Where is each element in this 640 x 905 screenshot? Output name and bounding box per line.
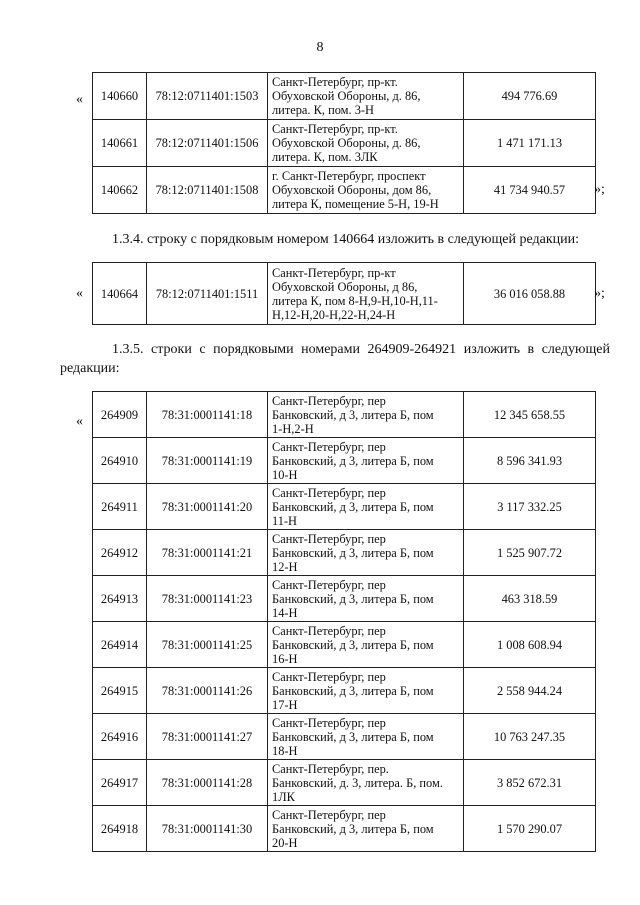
address bbox=[268, 167, 464, 214]
cadastral-value: 494 776.69 bbox=[464, 73, 596, 120]
address-line: Обуховской Обороны, д. 86, bbox=[272, 136, 421, 150]
table-row bbox=[93, 668, 596, 714]
address-line: 1ЛК bbox=[272, 789, 295, 804]
table-row bbox=[93, 167, 596, 214]
cadastral-number: 78:12:0711401:1506 bbox=[147, 120, 268, 167]
cadastral-value: 8 596 341.93 bbox=[464, 438, 596, 484]
cadastral-value: 463 318.59 bbox=[464, 576, 596, 622]
close-quote: »; bbox=[594, 182, 605, 197]
cadastral-value: 41 734 940.57 bbox=[464, 167, 596, 214]
address-line: Банковский, д 3, литера Б, пом bbox=[272, 637, 434, 652]
address-line: 10-Н bbox=[272, 467, 298, 482]
table-row bbox=[93, 806, 596, 852]
row-number: 140662 bbox=[93, 167, 147, 214]
address-line: Банковский, д 3, литера Б, пом bbox=[272, 683, 434, 698]
address bbox=[268, 576, 464, 622]
address bbox=[268, 668, 464, 714]
address-line: Обуховской Обороны, д. 86, bbox=[272, 89, 421, 103]
address bbox=[268, 263, 464, 325]
address bbox=[268, 622, 464, 668]
row-number: 264915 bbox=[93, 668, 147, 714]
table-row bbox=[93, 73, 596, 120]
cadastral-number: 78:31:0001141:30 bbox=[147, 806, 268, 852]
address-line: Санкт-Петербург, пр-кт. bbox=[272, 122, 398, 136]
table-3-body bbox=[93, 392, 596, 852]
row-number: 264909 bbox=[93, 392, 147, 438]
table-1-body bbox=[93, 73, 596, 214]
cadastral-number: 78:12:0711401:1511 bbox=[147, 263, 268, 325]
row-number: 264914 bbox=[93, 622, 147, 668]
address-line: 11-Н bbox=[272, 513, 298, 528]
row-number: 264911 bbox=[93, 484, 147, 530]
cadastral-value: 3 852 672.31 bbox=[464, 760, 596, 806]
cadastral-number: 78:12:0711401:1508 bbox=[147, 167, 268, 214]
table-row bbox=[93, 263, 596, 325]
cadastral-value: 10 763 247.35 bbox=[464, 714, 596, 760]
row-number: 140661 bbox=[93, 120, 147, 167]
address-line: г. Санкт-Петербург, проспект bbox=[272, 169, 426, 183]
cadastral-number: 78:31:0001141:28 bbox=[147, 760, 268, 806]
row-number: 264910 bbox=[93, 438, 147, 484]
address-line: Банковский, д 3, литера Б, пом bbox=[272, 821, 434, 836]
address-line: Обуховской Обороны, д 86, bbox=[272, 279, 418, 294]
address-line: Санкт-Петербург, пер bbox=[272, 393, 386, 408]
table-row bbox=[93, 760, 596, 806]
cadastral-value: 3 117 332.25 bbox=[464, 484, 596, 530]
table-2-body bbox=[93, 263, 596, 325]
address-line: 16-Н bbox=[272, 651, 298, 666]
address-line: 1-Н,2-Н bbox=[272, 421, 314, 436]
row-number: 140660 bbox=[93, 73, 147, 120]
address bbox=[268, 530, 464, 576]
registry-table-2 bbox=[92, 262, 596, 325]
registry-table-3 bbox=[92, 391, 596, 852]
address-line: литера. К, пом. 3-Н bbox=[272, 103, 374, 117]
address bbox=[268, 392, 464, 438]
address-line: литера К, пом 8-Н,9-Н,10-Н,11- bbox=[272, 293, 438, 308]
address-line: 18-Н bbox=[272, 743, 298, 758]
address-line: Банковский, д 3, литера Б, пом bbox=[272, 591, 434, 606]
address-line: Банковский, д 3, литера Б, пом bbox=[272, 407, 434, 422]
row-number: 264913 bbox=[93, 576, 147, 622]
address-line: Санкт-Петербург, пер bbox=[272, 439, 386, 454]
address-line: Санкт-Петербург, пер bbox=[272, 485, 386, 500]
table-row bbox=[93, 438, 596, 484]
cadastral-number: 78:31:0001141:23 bbox=[147, 576, 268, 622]
cadastral-number: 78:31:0001141:27 bbox=[147, 714, 268, 760]
address bbox=[268, 760, 464, 806]
table-row bbox=[93, 484, 596, 530]
paragraph-1-3-5: 1.3.5. строки с порядковыми номерами 264909-264921 изложить в следующей редакции: bbox=[60, 342, 610, 376]
address-line: Банковский, д 3, литера Б, пом bbox=[272, 545, 434, 560]
cadastral-number: 78:31:0001141:21 bbox=[147, 530, 268, 576]
address-line: Санкт-Петербург, пер bbox=[272, 807, 386, 822]
address bbox=[268, 438, 464, 484]
address-line: Санкт-Петербург, пр-кт bbox=[272, 265, 396, 280]
address-line: Санкт-Петербург, пер bbox=[272, 669, 386, 684]
paragraph-1-3-4: 1.3.4. строку с порядковым номером 140664 изложить в следующей редакции: bbox=[112, 232, 580, 247]
address bbox=[268, 484, 464, 530]
address-line: Санкт-Петербург, пр-кт. bbox=[272, 75, 398, 89]
address-line: Санкт-Петербург, пер bbox=[272, 531, 386, 546]
address bbox=[268, 714, 464, 760]
cadastral-value: 1 570 290.07 bbox=[464, 806, 596, 852]
address-line: Банковский, д 3, литера Б, пом bbox=[272, 729, 434, 744]
address-line: литера. К, пом. 3ЛК bbox=[272, 150, 378, 164]
table-row bbox=[93, 392, 596, 438]
cadastral-number: 78:31:0001141:18 bbox=[147, 392, 268, 438]
address-line: Санкт-Петербург, пер bbox=[272, 715, 386, 730]
cadastral-value: 1 471 171.13 bbox=[464, 120, 596, 167]
close-quote: »; bbox=[594, 286, 605, 301]
cadastral-value: 1 525 907.72 bbox=[464, 530, 596, 576]
address-line: 12-Н bbox=[272, 559, 298, 574]
row-number: 140664 bbox=[93, 263, 147, 325]
row-number: 264917 bbox=[93, 760, 147, 806]
address-line: Н,12-Н,20-Н,22-Н,24-Н bbox=[272, 307, 396, 322]
address-line: Санкт-Петербург, пер. bbox=[272, 761, 389, 776]
table-row bbox=[93, 622, 596, 668]
page-number: 8 bbox=[316, 40, 324, 55]
cadastral-value: 36 016 058.88 bbox=[464, 263, 596, 325]
address-line: 17-Н bbox=[272, 697, 298, 712]
cadastral-number: 78:31:0001141:20 bbox=[147, 484, 268, 530]
cadastral-number: 78:31:0001141:26 bbox=[147, 668, 268, 714]
table-row bbox=[93, 530, 596, 576]
cadastral-number: 78:31:0001141:25 bbox=[147, 622, 268, 668]
address-line: 20-Н bbox=[272, 835, 298, 850]
cadastral-number: 78:12:0711401:1503 bbox=[147, 73, 268, 120]
address bbox=[268, 806, 464, 852]
open-quote: « bbox=[76, 286, 83, 301]
address bbox=[268, 73, 464, 120]
address-line: Санкт-Петербург, пер bbox=[272, 577, 386, 592]
address-line: Банковский, д 3, литера Б, пом bbox=[272, 453, 434, 468]
row-number: 264916 bbox=[93, 714, 147, 760]
cadastral-value: 12 345 658.55 bbox=[464, 392, 596, 438]
address-line: Банковский, д 3, литера Б, пом bbox=[272, 499, 434, 514]
table-row bbox=[93, 714, 596, 760]
registry-table-1 bbox=[92, 72, 596, 214]
address-line: Банковский, д. 3, литера. Б, пом. bbox=[272, 775, 443, 790]
cadastral-value: 2 558 944.24 bbox=[464, 668, 596, 714]
open-quote: « bbox=[76, 414, 83, 429]
address-line: 14-Н bbox=[272, 605, 298, 620]
address bbox=[268, 120, 464, 167]
table-row bbox=[93, 576, 596, 622]
address-line: Обуховской Обороны, дом 86, bbox=[272, 183, 432, 197]
table-row bbox=[93, 120, 596, 167]
address-line: литера К, помещение 5-Н, 19-Н bbox=[272, 197, 439, 211]
row-number: 264918 bbox=[93, 806, 147, 852]
open-quote: « bbox=[76, 92, 83, 107]
cadastral-number: 78:31:0001141:19 bbox=[147, 438, 268, 484]
row-number: 264912 bbox=[93, 530, 147, 576]
address-line: Санкт-Петербург, пер bbox=[272, 623, 386, 638]
cadastral-value: 1 008 608.94 bbox=[464, 622, 596, 668]
